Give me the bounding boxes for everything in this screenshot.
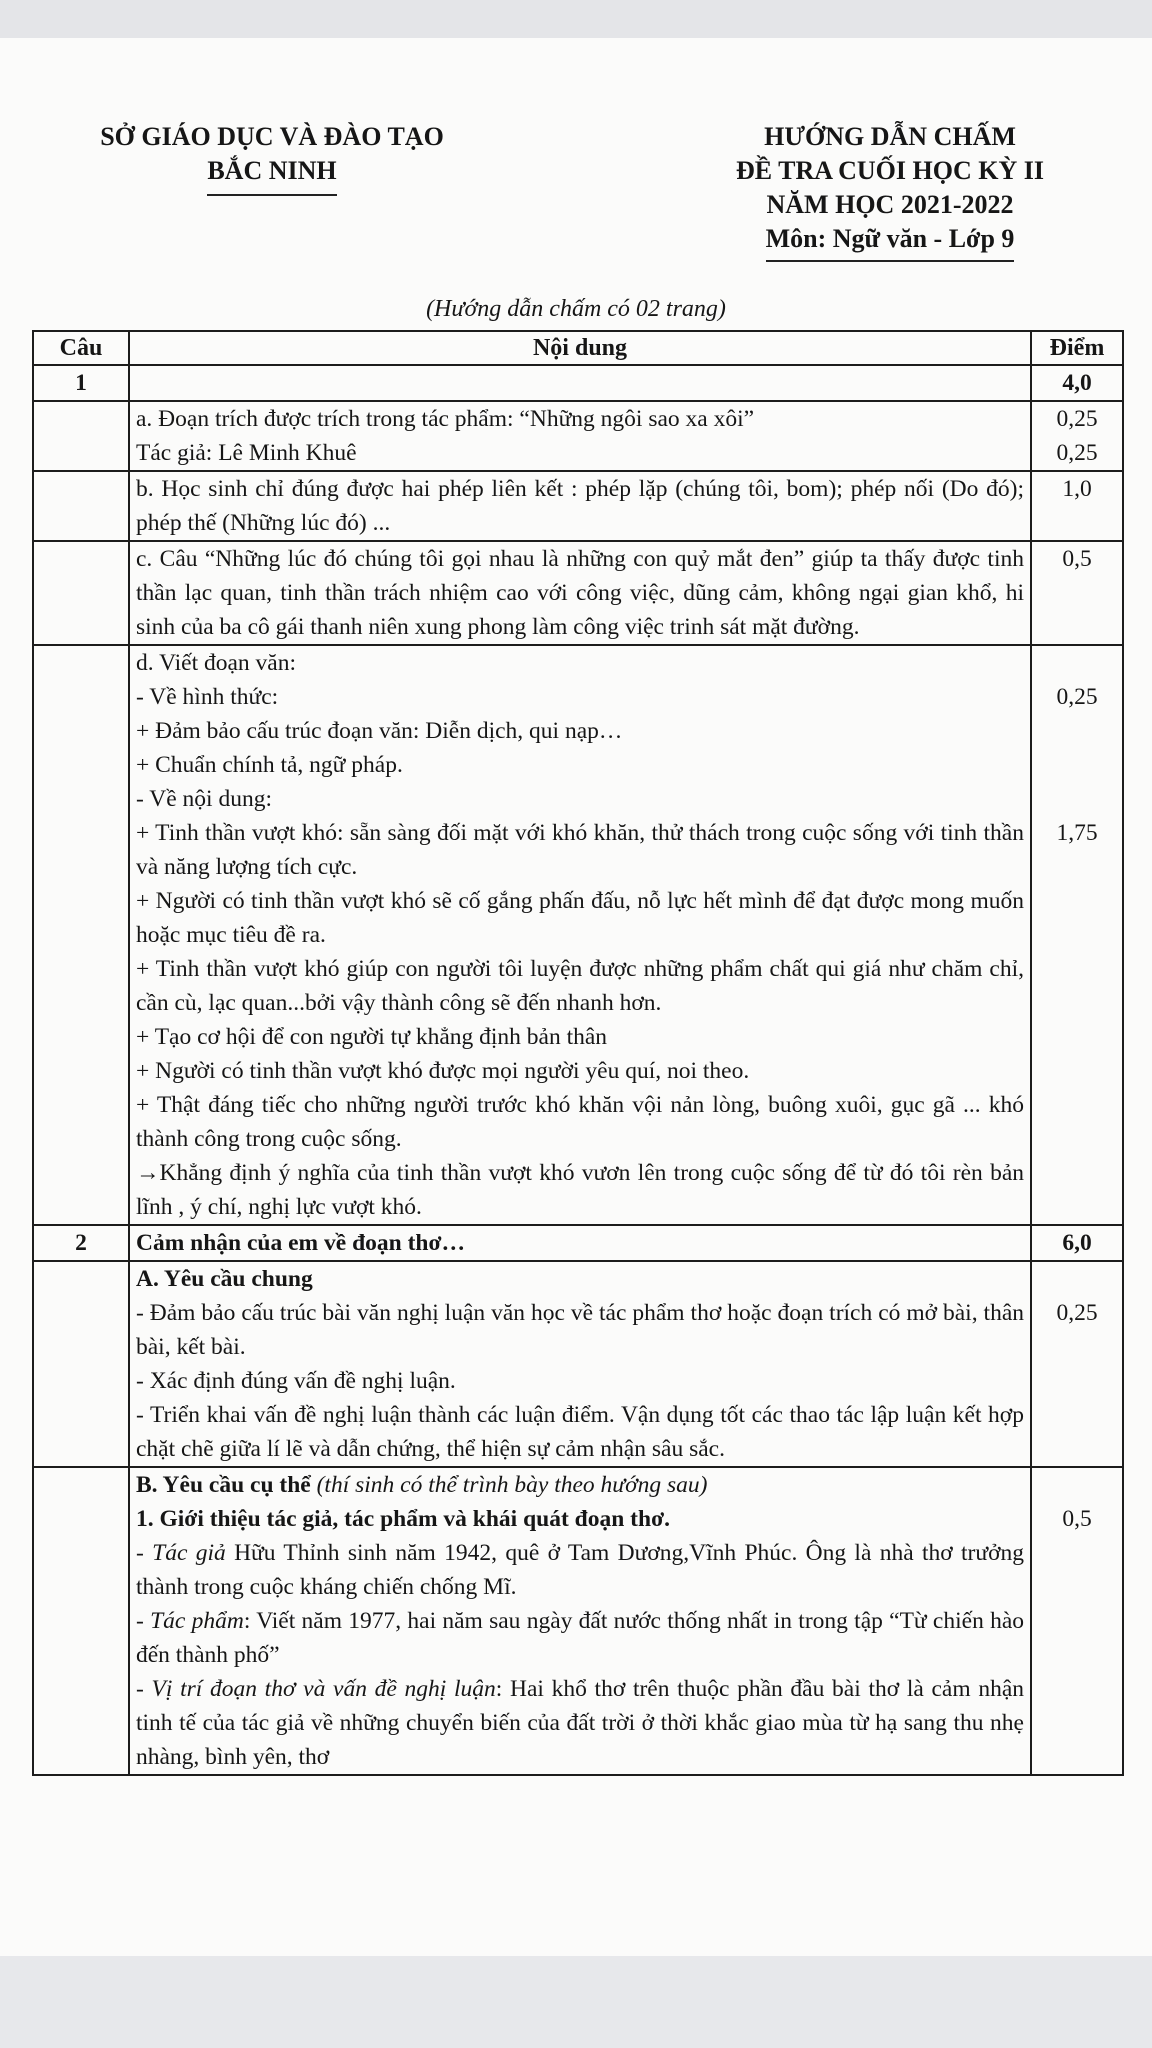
- q1d-content-item: + Thật đáng tiếc cho những người trước khó khăn vội nản lòng, buông xuôi, gục gã ... khó thành công trong cuộc sống.: [136, 1092, 1024, 1152]
- position-label: - Vị trí đoạn thơ và vấn đề nghị luận: [136, 1676, 496, 1702]
- q2a-row: [33, 1261, 1123, 1467]
- position-text: : Hai khổ thơ trên thuộc phần đầu bài thơ là cảm nhận tinh tế của tác giả về những chuyển biến của đất trời ở thời khắc giao mùa từ hạ sang thu nhẹ nhàng, bình yên, thơ: [136, 1676, 1024, 1770]
- q2-row: [33, 1225, 1123, 1261]
- q1b-row: [33, 471, 1123, 541]
- table-header-row: [33, 331, 1123, 365]
- page-count-note: (Hướng dẫn chấm có 02 trang): [426, 296, 726, 322]
- province-name: BẮC NINH: [207, 154, 336, 196]
- q1a-score: 0,25: [1056, 406, 1098, 432]
- subject-line: Môn: Ngữ văn - Lớp 9: [766, 222, 1015, 262]
- q1d-content-item: + Người có tinh thần vượt khó được mọi người yêu quí, noi theo.: [136, 1058, 750, 1084]
- q2-total: 6,0: [1031, 1225, 1123, 1261]
- school-year: NĂM HỌC 2021-2022: [766, 190, 1014, 219]
- q1d-content-label: - Về nội dung:: [136, 786, 272, 812]
- work-label: - Tác phẩm: [136, 1608, 244, 1634]
- q1d-form-item: + Đảm bảo cấu trúc đoạn văn: Diễn dịch, qui nạp…: [136, 718, 623, 744]
- q2b-row: [33, 1467, 1123, 1775]
- q1a-author-score: 0,25: [1056, 440, 1098, 466]
- work-text: : Viết năm 1977, hai năm sau ngày đất nước thống nhất in trong tập “Từ chiến hào đến thành phố”: [136, 1608, 1025, 1668]
- q2a-item: - Triển khai vấn đề nghị luận thành các luận điểm. Vận dụng tốt các thao tác lập luận kết hợp chặt chẽ giữa lí lẽ và dẫn chứng, thể hiện sự cảm nhận sâu sắc.: [136, 1402, 1024, 1462]
- q2a-item: - Đảm bảo cấu trúc bài văn nghị luận văn học về tác phẩm thơ hoặc đoạn trích có mở bài, thân bài, kết bài.: [136, 1300, 1024, 1360]
- q1a-content: [129, 401, 1031, 471]
- col-header-diem: Điểm: [1031, 331, 1123, 365]
- q2a-content: [129, 1261, 1031, 1467]
- department-name: SỞ GIÁO DỤC VÀ ĐÀO TẠO: [100, 122, 444, 151]
- header-right: [690, 120, 1090, 262]
- exam-name: ĐỀ TRA CUỐI HỌC KỲ II: [736, 156, 1044, 185]
- q1c-score: 0,5: [1031, 541, 1123, 645]
- author-text: Hữu Thỉnh sinh năm 1942, quê ở Tam Dương,Vĩnh Phúc. Ông là nhà thơ trưởng thành trong cuộc kháng chiến chống Mĩ.: [136, 1540, 1024, 1600]
- q2b-section-1-score: 0,5: [1062, 1506, 1092, 1532]
- q1d-content-item: + Tạo cơ hội để con người tự khẳng định bản thân: [136, 1024, 608, 1050]
- q1d-content-score: 1,75: [1056, 820, 1098, 846]
- q1d-content-item: + Tinh thần vượt khó giúp con người tôi luyện được những phẩm chất qui giá như chăm chỉ, cần cù, lạc quan...bởi vậy thành công sẽ đến nhanh hơn.: [136, 956, 1024, 1016]
- q1-total: 4,0: [1031, 365, 1123, 401]
- doc-title: HƯỚNG DẪN CHẤM: [764, 122, 1016, 151]
- q1-row: [33, 365, 1123, 401]
- q1b-score: 1,0: [1031, 471, 1123, 541]
- q2b-section-1: 1. Giới thiệu tác giả, tác phẩm và khái quát đoạn thơ.: [136, 1506, 670, 1532]
- q2b-note: (thí sinh có thể trình bày theo hướng sau): [316, 1472, 708, 1498]
- grading-table: [32, 330, 1124, 1776]
- q1d-title: d. Viết đoạn văn:: [136, 650, 297, 676]
- q1d-row: [33, 645, 1123, 1225]
- header-left: [62, 120, 482, 196]
- q1d-form-label: - Về hình thức:: [136, 684, 279, 710]
- col-header-noi-dung: Nội dung: [129, 331, 1031, 365]
- bottom-strip: [0, 1956, 1152, 2048]
- q1d-form-item: + Chuẩn chính tả, ngữ pháp.: [136, 752, 403, 778]
- q1-number: 1: [33, 365, 129, 401]
- author-label: - Tác giả: [136, 1540, 226, 1566]
- q1c-text: c. Câu “Những lúc đó chúng tôi gọi nhau là những con quỷ mắt đen” giúp ta thấy được tinh thần lạc quan, tinh thần trách nhiệm cao với công việc, dũng cảm, không ngại gian khổ, hi sinh của ba cô gái thanh niên xung phong làm công việc trinh sát mặt đường.: [129, 541, 1031, 645]
- col-header-cau: Câu: [33, 331, 129, 365]
- q1d-content-item: + Người có tinh thần vượt khó sẽ cố gắng phấn đấu, nỗ lực hết mình để đạt được mong muốn hoặc mục tiêu đề ra.: [136, 888, 1024, 948]
- q1a-text: a. Đoạn trích được trích trong tác phẩm: “Những ngôi sao xa xôi”: [136, 406, 755, 432]
- q1d-conclusion: →Khẳng định ý nghĩa của tinh thần vượt khó vươn lên trong cuộc sống để từ đó tôi rèn bản lĩnh , ý chí, nghị lực vượt khó.: [136, 1160, 1024, 1220]
- q1a-row: [33, 401, 1123, 471]
- q2a-item: - Xác định đúng vấn đề nghị luận.: [136, 1368, 456, 1394]
- q2-title: Cảm nhận của em về đoạn thơ…: [129, 1225, 1031, 1261]
- q2a-title: A. Yêu cầu chung: [136, 1266, 313, 1292]
- q2b-title: B. Yêu cầu cụ thể: [136, 1472, 311, 1498]
- q1b-text: b. Học sinh chỉ đúng được hai phép liên kết : phép lặp (chúng tôi, bom); phép nối (Do đó); phép thế (Những lúc đó) ...: [129, 471, 1031, 541]
- q1d-content-item: + Tinh thần vượt khó: sẵn sàng đối mặt với khó khăn, thử thách trong cuộc sống với tinh thần và năng lượng tích cực.: [136, 820, 1024, 880]
- q1d-content: [129, 645, 1031, 1225]
- q2-number: 2: [33, 1225, 129, 1261]
- q1a-author: Tác giả: Lê Minh Khuê: [136, 440, 357, 466]
- q1c-row: [33, 541, 1123, 645]
- q2a-score: 0,25: [1056, 1300, 1098, 1326]
- q2b-content: [129, 1467, 1031, 1775]
- q1d-form-score: 0,25: [1056, 684, 1098, 710]
